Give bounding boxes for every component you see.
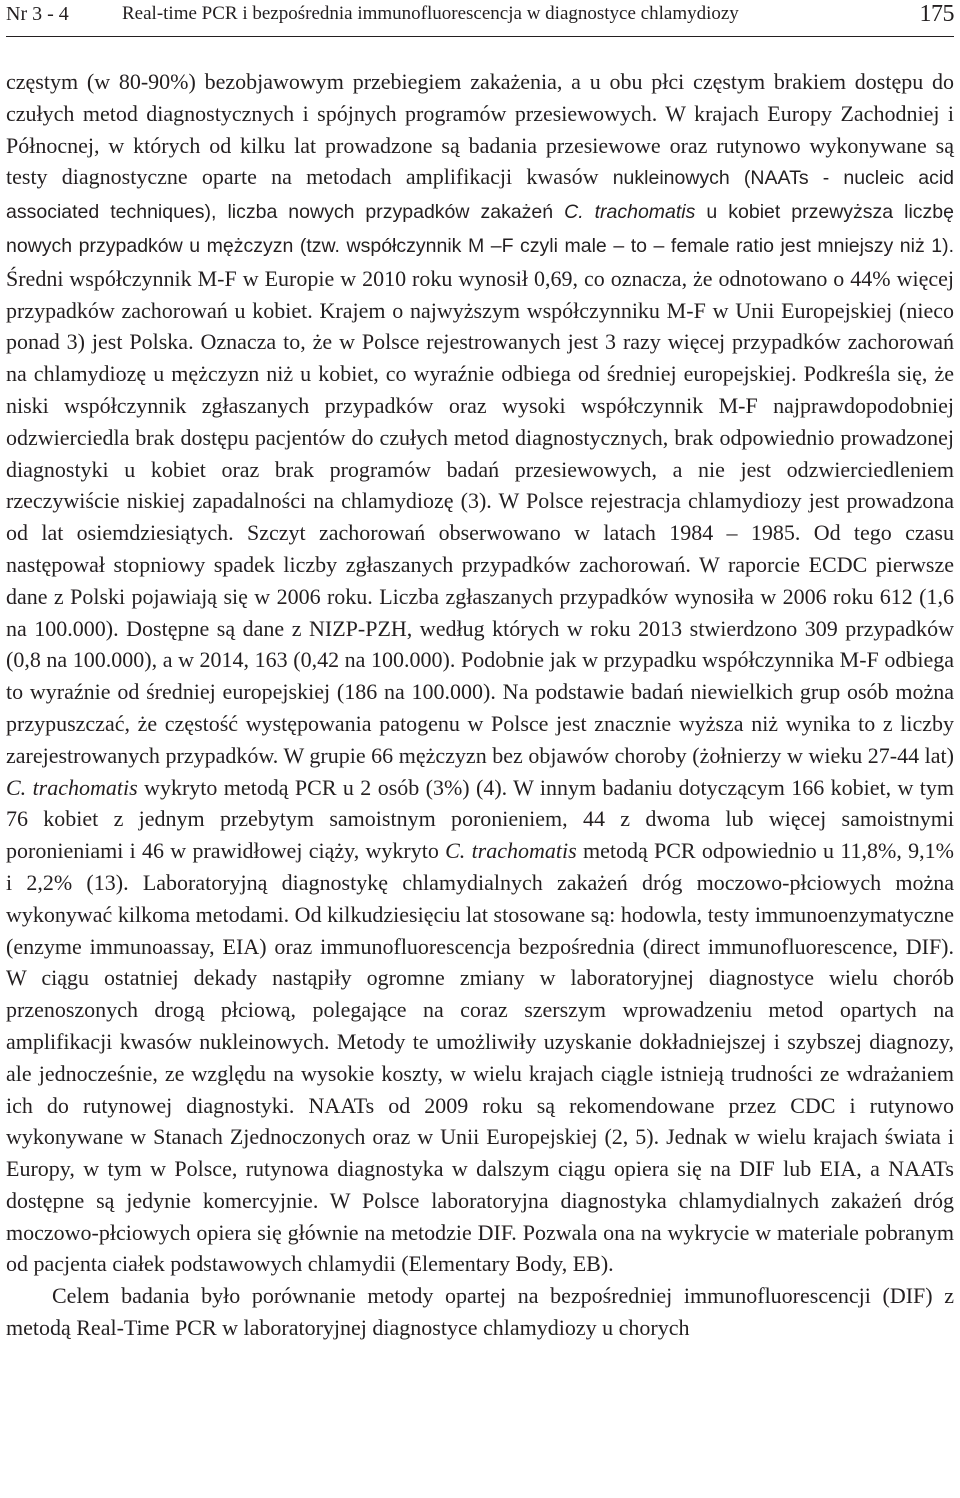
running-title: Real-time PCR i bezpośrednia immunofluorescencja w diagnostyce chlamydiozy [122,3,739,24]
text-run: Średni współczynnik M-F w Europie w 2010 roku wynosił 0,69, co oznacza, że odnotowano o 44% więcej przypadków zachorowań u kobiet. Krajem o najwyższym współczynniku M-F w Unii Europejskiej (nieco ponad 3) jest Polska. Oznacza to, że w Polsce rejestrowanych jest 3 razy więcej przypadków zachorowań na chlamydiozę u mężczyzn niż u kobiet, co wyraźnie odbiega od średniej europejskiej. Podkreśla się, że niski współczynnik zgłaszanych przypadków oraz wysoki współczynnik M-F najprawdopodobniej odzwierciedla brak dostępu pacjentów do czułych metod diagnostycznych, brak odpowiednio prowadzonej diagnostyki u kobiet oraz brak programów badań przesiewowych, a nie jest odzwierciedleniem rzeczywiście niskiej zapadalności na chlamydiozę (3). W Polsce rejestracja chlamydiozy jest prowadzona od lat osiemdziesiątych. Szczyt zachorowań obserwowano w latach 1984 – 1985. Od tego czasu następował stopniowy spadek liczby zgłaszanych przypadków zachorowań. W raporcie ECDC pierwsze dane z Polski pojawiają się w 2006 roku. Liczba zgłaszanych przypadków wynosiła w 2006 roku 612 (1,6 na 100.000). Dostępne są dane z NIZP-PZH, według których w roku 2013 stwierdzono 309 przypadków (0,8 na 100.000), a w 2014, 163 (0,42 na 100.000). Podobnie jak w przypadku współczynnika M-F odbiega to wyraźnie od średniej europejskiej (186 na 100.000). Na podstawie badań niewielkich grup osób można przypuszczać, że częstość występowania patogenu w Polsce jest znacznie wyższa niż wynika to z liczby zarejestrowanych przypadków. W grupie 66 mężczyzn bez objawów choroby (żołnierzy w wieku 27-44 lat) [6,265,954,768]
page-number: 175 [919,1,954,27]
issue-number: Nr 3 - 4 [6,3,69,25]
text-run: nukleinowych (NAATs - nucleic acid associated techniques), liczba nowych przypadków zakażeń [6,167,954,224]
text-run: metodą PCR odpowiednio u 11,8%, 9,1% i 2,2% (13). Laboratoryjną diagnostykę chlamydialnych zakażeń dróg moczowo-płciowych można wykonywać kilkoma metodami. Od kilkudziesięciu lat stosowane są: hodowla, testy immunoenzymatyczne (enzyme immunoassay, EIA) oraz immunofluorescencja bezpośrednia (direct immunofluorescence, DIF). W ciągu ostatniej dekady nastąpiły ogromne zmiany w laboratoryjnej diagnostyce wielu chorób przenoszonych drogą płciową, polegające na coraz szerszym wprowadzeniu metod opartych na amplifikacji kwasów nukleinowych. Metody te umożliwiły uzyskanie dokładniejszej i szybszej diagnozy, ale jednocześnie, ze względu na wysokie koszty, w wielu krajach ciągle istnieją trudności ze wdrażaniem ich do rutynowej diagnostyki. NAATs od 2009 roku są rekomendowane przez CDC i rutynowo wykonywane w Stanach Zjednoczonych oraz w Unii Europejskiej (2, 5). Jednak w wielu krajach świata i Europy, w tym w Polsce, rutynowa diagnostyka w dalszym ciągu opiera się na DIF lub EIA, a NAATs dostępne są jedynie komercyjnie. W Polsce laboratoryjna diagnostyka chlamydialnych zakażeń dróg moczowo-płciowych opiera się głównie na metodzie DIF. Pozwala ona na wykrycie w materiale pobranym od pacjenta ciałek podstawowych chlamydii (Elementary Body, EB). [6,838,954,1277]
running-header [6,0,954,37]
text-run: wykryto metodą PCR u 2 osób (3%) (4). W innym badaniu dotyczącym 166 kobiet, w tym 76 kobiet z jednym przebytym samoistnym poronieniem, 44 z dwoma lub więcej samoistnymi poronieniami i 46 w prawidłowej ciąży, wykryto [6,774,954,864]
paragraph [6,66,954,1280]
paragraph: Celem badania było porównanie metody opartej na bezpośredniej immunofluorescencji (DIF) z metodą Real-Time PCR w laboratoryjnej diagnostyce chlamydiozy u chorych [6,1283,954,1341]
text-run: częstym (w 80-90%) bezobjawowym przebiegiem zakażenia, a u obu płci częstym brakiem dostępu do czułych metod diagnostycznych i spójnych programów przesiewowych. W krajach Europy Zachodniej i Północnej, w których od kilku lat prowadzone są badania przesiewowe oraz rutynowo wykonywane są testy diagnostyczne oparte na metodach amplifikacji kwasów [6,69,954,190]
article-body [6,66,954,1344]
species-name: C. trachomatis [6,774,138,800]
species-name: C. trachomatis [445,838,577,864]
species-name: C. trachomatis [564,201,696,224]
text-run: u kobiet przewyższa liczbę nowych przypadków u mężczyzn (tzw. współczynnik M –F czyli male – to – female ratio jest mniejszy niż 1). [6,201,954,257]
